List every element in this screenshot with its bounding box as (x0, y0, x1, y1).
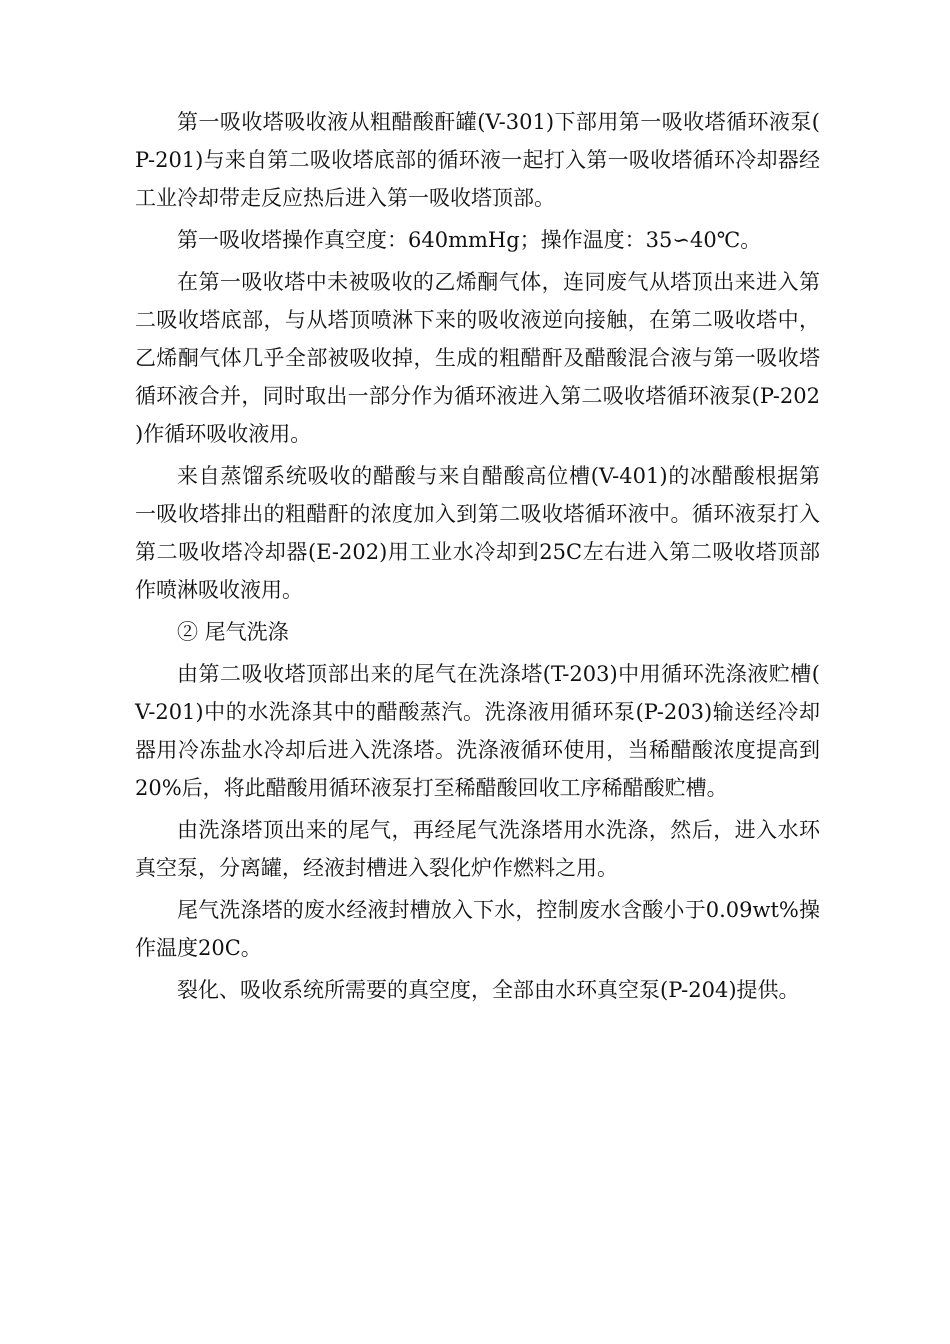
paragraph-absorber1-liquid: 第一吸收塔吸收液从粗醋酸酐罐(V-301)下部用第一吸收塔循环液泵(P-201)与来自第二吸收塔底部的循环液一起打入第一吸收塔循环冷却器经工业冷却带走反应热后进入第一吸收塔顶部。 (135, 110, 820, 210)
paragraph-waste-water: 尾气洗涤塔的废水经液封槽放入下水，控制废水含酸小于0.09wt%操作温度20C。 (135, 898, 820, 960)
paragraph-acetic-acid-feed: 来自蒸馏系统吸收的醋酸与来自醋酸高位槽(V-401)的冰醋酸根据第一吸收塔排出的粗醋酐的浓度加入到第二吸收塔循环液中。循环液泵打入第二吸收塔冷却器(E-202)用工业水冷却到25C左右进入第二吸收塔顶部作喷淋吸收液用。 (135, 464, 820, 602)
paragraph-tail-gas-exit: 由洗涤塔顶出来的尾气，再经尾气洗涤塔用水洗涤，然后，进入水环真空泵，分离罐，经液封槽进入裂化炉作燃料之用。 (135, 818, 820, 880)
paragraph-washing-tower: 由第二吸收塔顶部出来的尾气在洗涤塔(T-203)中用循环洗涤液贮槽(V-201)中的水洗涤其中的醋酸蒸汽。洗涤液用循环泵(P-203)输送经冷却器用冷冻盐水冷却后进入洗涤塔。洗涤液循环使用，当稀醋酸浓度提高到20%后，将此醋酸用循环液泵打至稀醋酸回收工序稀醋酸贮槽。 (135, 662, 820, 800)
document-body (135, 103, 820, 1013)
section-heading-tail-gas-washing: ② 尾气洗涤 (177, 620, 289, 644)
paragraph-ketene-absorption: 在第一吸收塔中未被吸收的乙烯酮气体，连同废气从塔顶出来进入第二吸收塔底部，与从塔顶喷淋下来的吸收液逆向接触，在第二吸收塔中，乙烯酮气体几乎全部被吸收掉，生成的粗醋酐及醋酸混合液与第一吸收塔循环液合并，同时取出一部分作为循环液进入第二吸收塔循环液泵(P-202)作循环吸收液用。 (135, 270, 820, 446)
paragraph-absorber1-conditions: 第一吸收塔操作真空度：640mmHg；操作温度：35∽40℃。 (177, 228, 762, 252)
paragraph-vacuum-supply: 裂化、吸收系统所需要的真空度，全部由水环真空泵(P-204)提供。 (177, 978, 800, 1002)
